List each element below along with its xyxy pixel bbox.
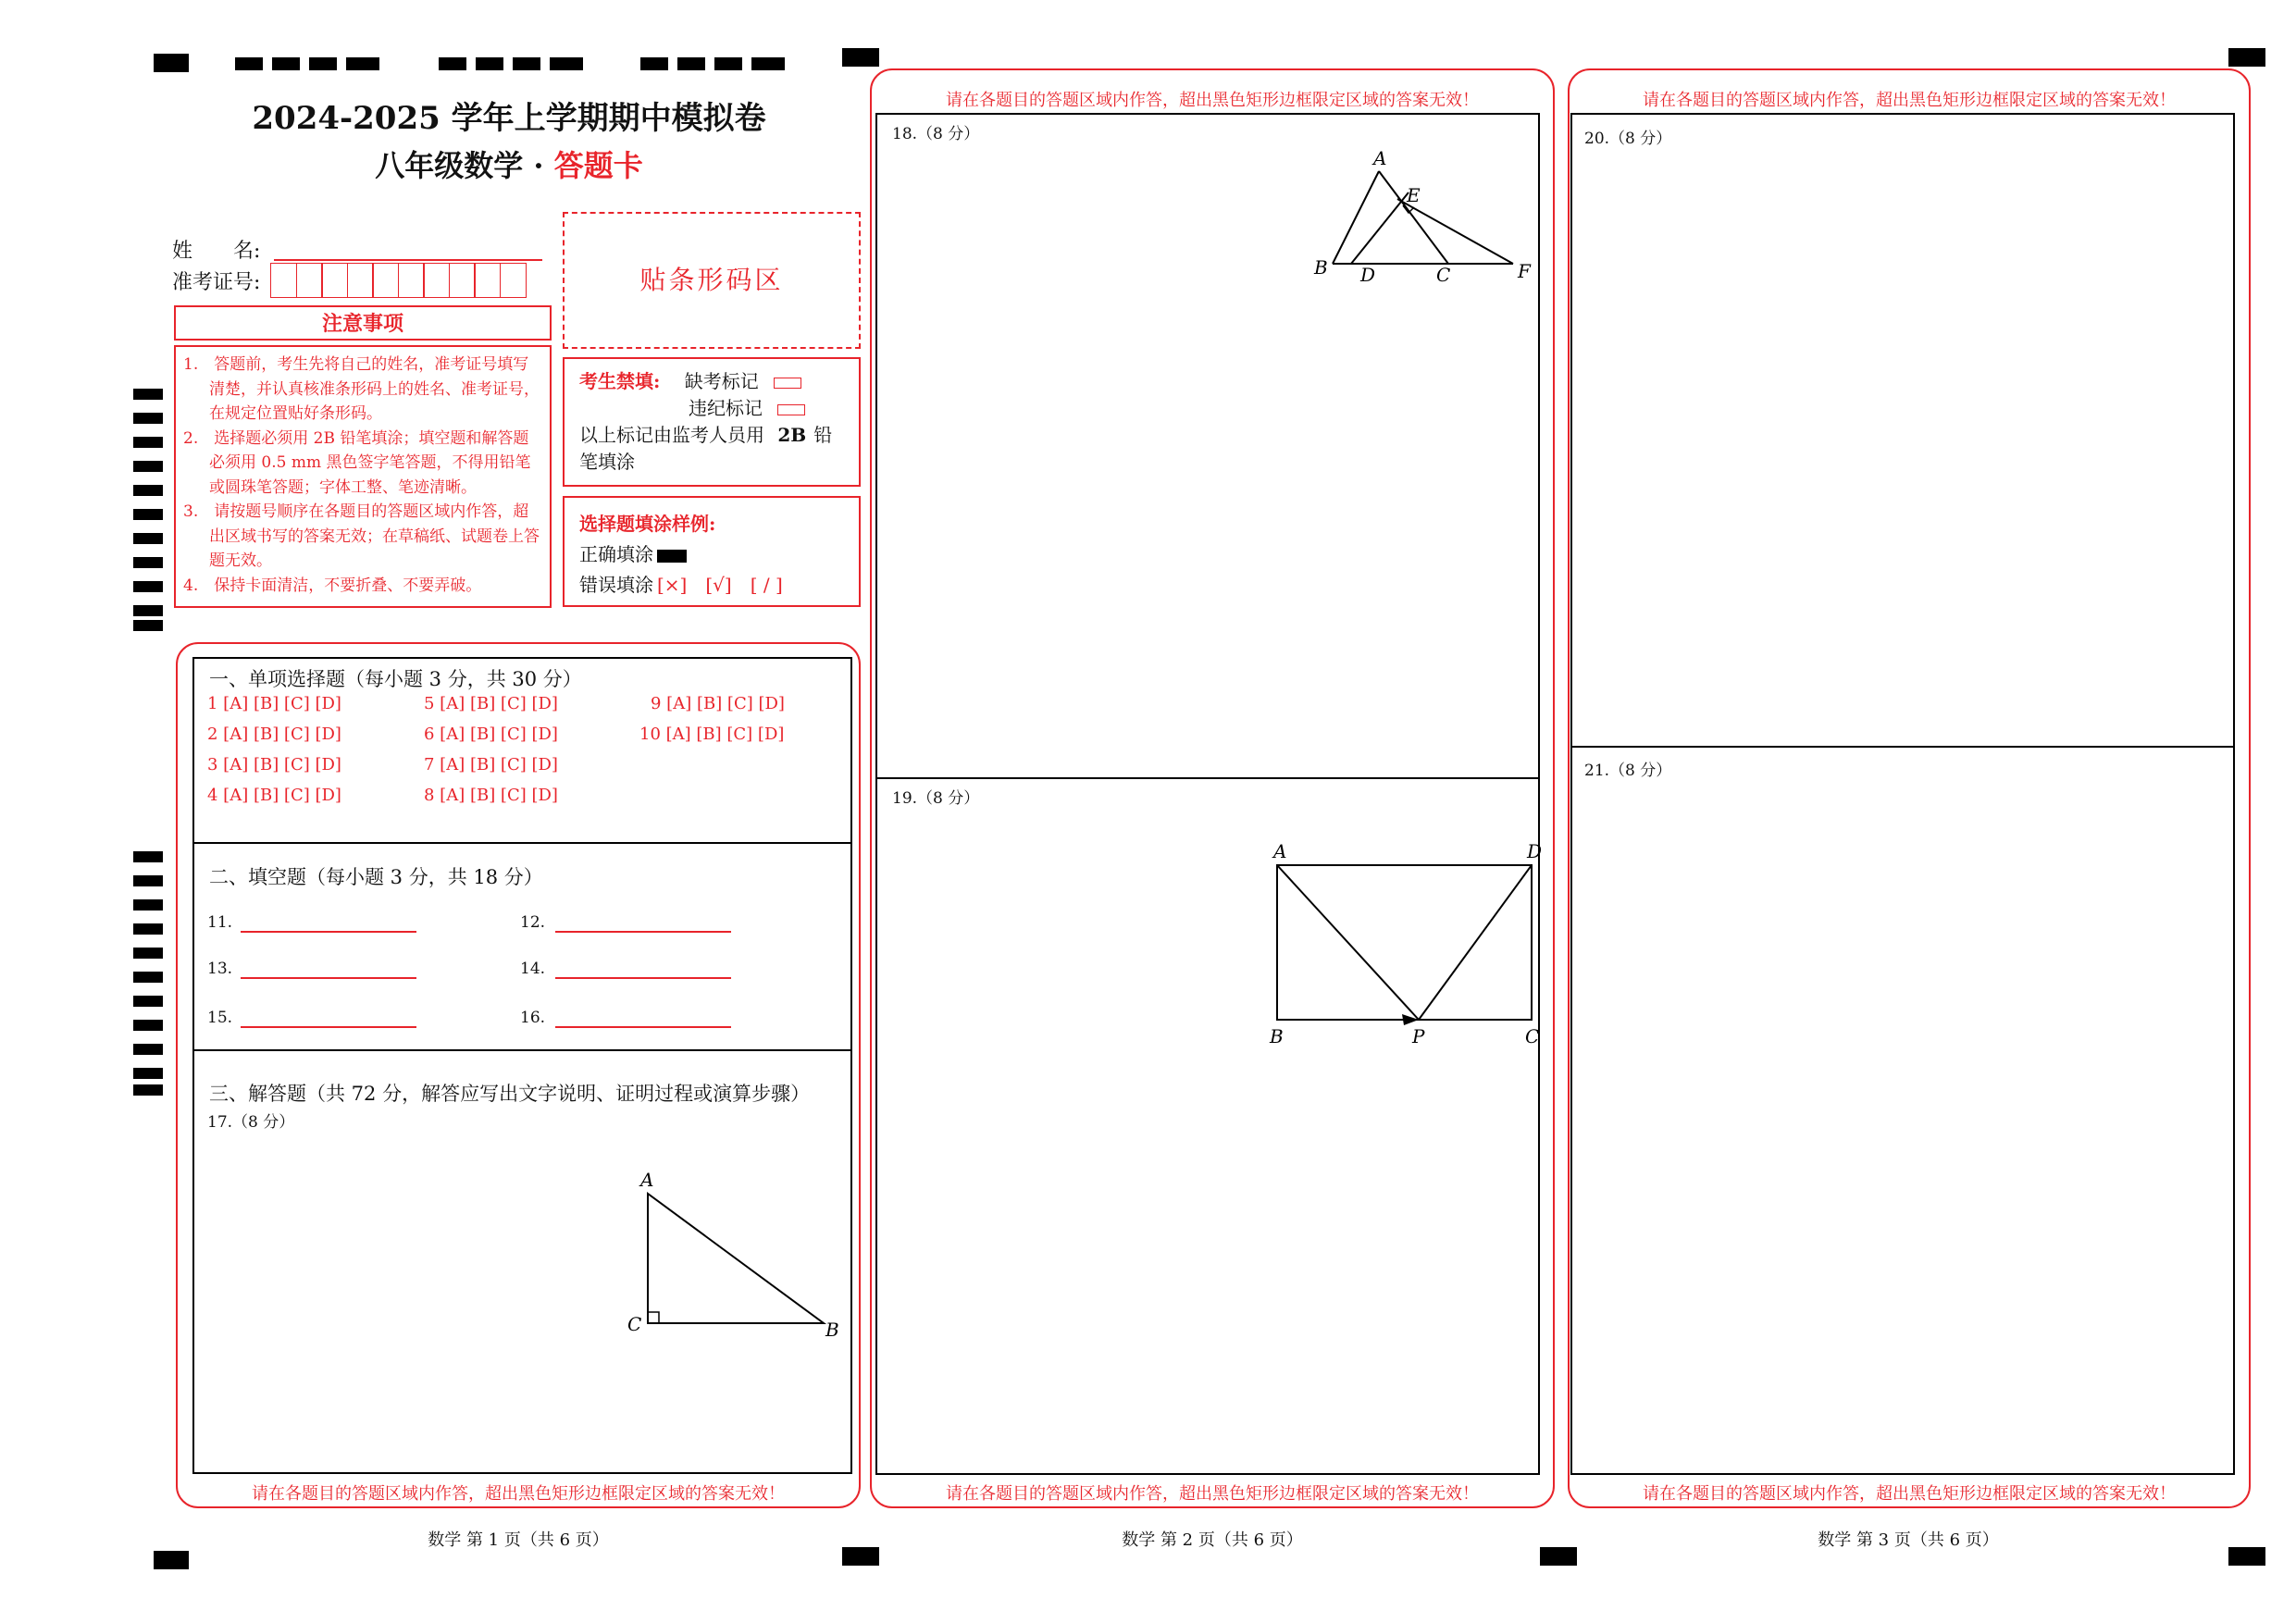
warning-page3: 请在各题目的答题区域内作答，超出黑色矩形边框限定区域的答案无效！ (1643, 1484, 2176, 1504)
subtitle-highlight: 答题卡 (553, 148, 643, 183)
correct-label: 正确填涂 (579, 543, 653, 565)
exam-title: 2024-2025 学年上学期期中模拟卷 (252, 100, 766, 137)
timing-mark (640, 57, 668, 70)
choice-q5[interactable]: 5 [A] [B] [C] [D] (424, 694, 558, 713)
section3-title: 三、解答题（共 72 分，解答应写出文字说明、证明过程或演算步骤） (209, 1083, 811, 1105)
timing-mark (133, 1084, 163, 1096)
label-P: P (1412, 1025, 1425, 1047)
label-C: C (1525, 1025, 1540, 1047)
subtitle-prefix: 八年级数学 · (375, 148, 544, 183)
exam-no-boxes[interactable] (270, 263, 525, 298)
timing-mark (235, 57, 263, 70)
label-C: C (1436, 264, 1451, 286)
choice-q7[interactable]: 7 [A] [B] [C] [D] (424, 755, 558, 774)
timing-mark (133, 389, 163, 400)
label-E: E (1407, 184, 1421, 206)
timing-mark (133, 461, 163, 472)
label-B: B (1314, 256, 1328, 279)
timing-mark (133, 557, 163, 568)
timing-mark (1540, 1547, 1577, 1566)
timing-mark (714, 57, 742, 70)
timing-mark (513, 57, 540, 70)
section2-title: 二、填空题（每小题 3 分，共 18 分） (209, 866, 543, 888)
timing-mark (346, 57, 379, 70)
timing-mark (133, 1020, 163, 1031)
forbidden-note-suffix: 铅笔填涂 (579, 424, 833, 473)
timing-mark (133, 581, 163, 592)
section1-title: 一、单项选择题（每小题 3 分，共 30 分） (209, 668, 582, 690)
warning-top-page3: 请在各题目的答题区域内作答，超出黑色矩形边框限定区域的答案无效！ (1643, 91, 2176, 110)
divider (875, 777, 1540, 779)
timing-mark (133, 485, 163, 496)
forbidden-heading: 考生禁填: (579, 370, 661, 392)
timing-mark (133, 875, 163, 886)
timing-mark (133, 972, 163, 983)
timing-mark (133, 899, 163, 911)
notice-box (174, 345, 552, 608)
divider (192, 842, 852, 844)
warning-page2: 请在各题目的答题区域内作答，超出黑色矩形边框限定区域的答案无效！ (946, 1484, 1479, 1504)
fill-label-15: 15. (207, 1009, 233, 1027)
fill-label-13: 13. (207, 960, 233, 978)
timing-mark (439, 57, 466, 70)
fill-answer-15[interactable] (241, 1026, 416, 1028)
fill-answer-13[interactable] (241, 977, 416, 979)
footer-page1: 数学 第 1 页（共 6 页） (428, 1530, 609, 1550)
label-B: B (825, 1319, 839, 1341)
timing-mark (154, 1551, 189, 1569)
timing-mark (133, 923, 163, 935)
figure-q19 (1249, 837, 1545, 1050)
forbidden-box (563, 357, 861, 487)
timing-mark (133, 437, 163, 448)
choice-q4[interactable]: 4 [A] [B] [C] [D] (207, 786, 341, 805)
fill-answer-12[interactable] (555, 931, 731, 933)
label-A: A (640, 1169, 654, 1191)
figure-q18 (1305, 148, 1536, 287)
timing-mark (550, 57, 583, 70)
absent-label: 缺考标记 (684, 370, 759, 392)
timing-mark (309, 57, 337, 70)
choice-q1[interactable]: 1 [A] [B] [C] [D] (207, 694, 341, 713)
q21-label: 21.（8 分） (1584, 762, 1672, 780)
filled-mark (657, 550, 687, 563)
timing-mark (133, 996, 163, 1007)
label-D: D (1360, 264, 1376, 286)
fill-answer-16[interactable] (555, 1026, 731, 1028)
timing-mark (476, 57, 503, 70)
q17-label: 17.（8 分） (207, 1113, 295, 1132)
violation-mark[interactable] (777, 404, 805, 415)
label-D: D (1527, 840, 1543, 862)
timing-mark (133, 620, 163, 631)
fill-answer-14[interactable] (555, 977, 731, 979)
fill-label-14: 14. (520, 960, 546, 978)
timing-mark (133, 1044, 163, 1055)
q18-label: 18.（8 分） (892, 125, 980, 143)
fill-label-11: 11. (207, 913, 233, 932)
exam-subtitle (148, 142, 870, 185)
notice-item: 1. 答题前，考生先将自己的姓名，准考证号填写清楚，并认真核准条形码上的姓名、准考证号，在规定位置贴好条形码。 (183, 355, 540, 423)
choice-q8[interactable]: 8 [A] [B] [C] [D] (424, 786, 558, 805)
notice-heading: 注意事项 (174, 305, 552, 341)
fill-answer-11[interactable] (241, 931, 416, 933)
absent-mark[interactable] (774, 378, 801, 389)
wrong-marks: [×] [√] [ / ] (657, 574, 783, 596)
sample-box (563, 496, 861, 607)
choice-q3[interactable]: 3 [A] [B] [C] [D] (207, 755, 341, 774)
choice-q2[interactable]: 2 [A] [B] [C] [D] (207, 725, 341, 744)
name-field[interactable] (274, 259, 542, 261)
timing-mark (2228, 1547, 2265, 1566)
timing-mark (133, 509, 163, 520)
divider (192, 1049, 852, 1051)
fill-label-12: 12. (520, 913, 546, 932)
timing-mark (2228, 48, 2265, 67)
notice-item: 2. 选择题必须用 2B 铅笔填涂；填空题和解答题必须用 0.5 mm 黑色签字笔答题，不得用铅笔或圆珠笔答题；字体工整、笔迹清晰。 (183, 428, 531, 497)
warning-top-page2: 请在各题目的答题区域内作答，超出黑色矩形边框限定区域的答案无效！ (946, 91, 1479, 110)
timing-mark (154, 54, 189, 72)
timing-mark (677, 57, 705, 70)
timing-mark (842, 48, 879, 67)
label-B: B (1270, 1025, 1284, 1047)
forbidden-note-bold: 2B (777, 424, 807, 446)
choice-q10[interactable]: 10 [A] [B] [C] [D] (639, 725, 785, 744)
timing-mark (133, 413, 163, 424)
choice-q9[interactable]: 9 [A] [B] [C] [D] (651, 694, 785, 713)
timing-mark (751, 57, 785, 70)
answer-area-page3 (1570, 113, 2235, 1475)
q19-label: 19.（8 分） (892, 789, 980, 808)
warning-page1: 请在各题目的答题区域内作答，超出黑色矩形边框限定区域的答案无效！ (252, 1484, 785, 1504)
timing-mark (133, 851, 163, 862)
sample-heading: 选择题填涂样例: (579, 513, 716, 535)
timing-mark (133, 605, 163, 616)
timing-mark (842, 1547, 879, 1566)
answer-area-page1 (192, 657, 852, 1474)
label-F: F (1518, 260, 1531, 282)
fill-label-16: 16. (520, 1009, 546, 1027)
timing-mark (272, 57, 300, 70)
barcode-area: 贴条形码区 (563, 212, 861, 349)
timing-mark (133, 533, 163, 544)
exam-no-label: 准考证号: (172, 271, 261, 294)
wrong-label: 错误填涂 (579, 574, 653, 596)
name-label: 姓 名: (172, 240, 261, 263)
choice-q6[interactable]: 6 [A] [B] [C] [D] (424, 725, 558, 744)
label-C: C (627, 1313, 642, 1335)
forbidden-note-prefix: 以上标记由监考人员用 (579, 424, 764, 446)
timing-mark (133, 948, 163, 959)
label-A: A (1273, 840, 1287, 862)
label-A: A (1373, 148, 1387, 169)
footer-page3: 数学 第 3 页（共 6 页） (1818, 1530, 1999, 1550)
violation-label: 违纪标记 (689, 397, 763, 419)
footer-page2: 数学 第 2 页（共 6 页） (1122, 1530, 1303, 1550)
notice-item: 3. 请按题号顺序在各题目的答题区域内作答，超出区域书写的答案无效；在草稿纸、试题卷上答题无效。 (183, 502, 540, 570)
q20-label: 20.（8 分） (1584, 130, 1672, 148)
divider (1570, 746, 2235, 748)
timing-mark (133, 1068, 163, 1079)
figure-q17 (611, 1166, 851, 1351)
notice-item: 4. 保持卡面清洁，不要折叠、不要弄破。 (183, 576, 482, 595)
